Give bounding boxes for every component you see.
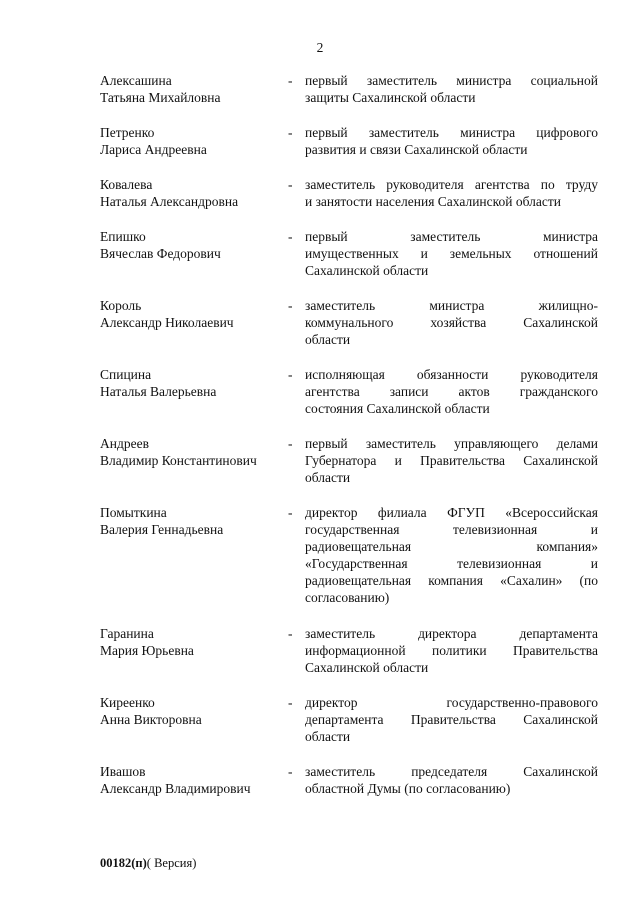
separator-dash: - bbox=[288, 626, 293, 641]
person-role bbox=[305, 625, 598, 676]
role-line: Губернатора и Правительства Сахалинской bbox=[305, 453, 598, 468]
role-line: первый заместитель министра цифрового bbox=[305, 125, 598, 140]
role-line: директор филиала ФГУП «Всероссийская bbox=[305, 505, 598, 520]
separator-dash: - bbox=[288, 125, 293, 140]
document-footer bbox=[100, 855, 196, 872]
role-line: «Государственная телевизионная и bbox=[305, 556, 598, 571]
role-line: первый заместитель управляющего делами bbox=[305, 436, 598, 451]
role-line: агентства записи актов гражданского bbox=[305, 384, 598, 399]
person-name bbox=[100, 228, 280, 262]
person-role bbox=[305, 694, 598, 745]
role-line: Сахалинской области bbox=[305, 660, 429, 675]
role-line: состояния Сахалинской области bbox=[305, 401, 490, 416]
document-code: 00182(п) bbox=[100, 856, 147, 870]
person-given-names: Наталья Александровна bbox=[100, 194, 239, 209]
separator-dash: - bbox=[288, 298, 293, 313]
separator-dash: - bbox=[288, 177, 293, 192]
role-line: первый заместитель министра bbox=[305, 229, 598, 244]
person-given-names: Александр Владимирович bbox=[100, 781, 251, 796]
person-given-names: Александр Николаевич bbox=[100, 315, 234, 330]
person-role bbox=[305, 228, 598, 279]
person-surname: Гаранина bbox=[100, 626, 154, 641]
separator-dash: - bbox=[288, 505, 293, 520]
person-surname: Епишко bbox=[100, 229, 146, 244]
person-given-names: Владимир Константинович bbox=[100, 453, 257, 468]
person-surname: Киреенко bbox=[100, 695, 155, 710]
role-line: области bbox=[305, 729, 351, 744]
person-given-names: Валерия Геннадьевна bbox=[100, 522, 224, 537]
person-name bbox=[100, 694, 280, 728]
person-given-names: Мария Юрьевна bbox=[100, 643, 194, 658]
person-role bbox=[305, 72, 598, 106]
role-line: области bbox=[305, 332, 351, 347]
role-line: информационной политики Правительства bbox=[305, 643, 598, 658]
separator-dash: - bbox=[288, 695, 293, 710]
person-name bbox=[100, 625, 280, 659]
role-line: первый заместитель министра социальной bbox=[305, 73, 598, 88]
person-name bbox=[100, 763, 280, 797]
person-surname: Спицина bbox=[100, 367, 152, 382]
person-given-names: Наталья Валерьевна bbox=[100, 384, 217, 399]
person-name bbox=[100, 72, 280, 106]
role-line: областной Думы (по согласованию) bbox=[305, 781, 511, 796]
person-role bbox=[305, 297, 598, 348]
separator-dash: - bbox=[288, 229, 293, 244]
person-role bbox=[305, 504, 598, 606]
role-line: согласованию) bbox=[305, 590, 390, 605]
role-line: имущественных и земельных отношений bbox=[305, 246, 598, 261]
person-given-names: Вячеслав Федорович bbox=[100, 246, 221, 261]
person-role bbox=[305, 176, 598, 210]
person-surname: Андреев bbox=[100, 436, 149, 451]
person-surname: Петренко bbox=[100, 125, 155, 140]
role-line: радиовещательная компания «Сахалин» (по bbox=[305, 573, 598, 588]
separator-dash: - bbox=[288, 436, 293, 451]
person-surname: Ковалева bbox=[100, 177, 153, 192]
role-line: заместитель председателя Сахалинской bbox=[305, 764, 598, 779]
role-line: защиты Сахалинской области bbox=[305, 90, 476, 105]
person-name bbox=[100, 435, 280, 469]
person-name bbox=[100, 124, 280, 158]
separator-dash: - bbox=[288, 73, 293, 88]
person-name bbox=[100, 504, 280, 538]
role-line: и занятости населения Сахалинской области bbox=[305, 194, 561, 209]
role-line: коммунального хозяйства Сахалинской bbox=[305, 315, 598, 330]
role-line: департамента Правительства Сахалинской bbox=[305, 712, 598, 727]
role-line: заместитель министра жилищно- bbox=[305, 298, 598, 313]
person-role bbox=[305, 366, 598, 417]
document-version: ( Версия) bbox=[146, 856, 197, 870]
separator-dash: - bbox=[288, 367, 293, 382]
role-line: заместитель директора департамента bbox=[305, 626, 598, 641]
role-line: области bbox=[305, 470, 351, 485]
role-line: развития и связи Сахалинской области bbox=[305, 142, 528, 157]
person-surname: Алексашина bbox=[100, 73, 172, 88]
person-surname: Помыткина bbox=[100, 505, 167, 520]
person-name bbox=[100, 176, 280, 210]
role-line: директор государственно-правового bbox=[305, 695, 598, 710]
person-given-names: Татьяна Михайловна bbox=[100, 90, 221, 105]
person-surname: Король bbox=[100, 298, 142, 313]
page-number: 2 bbox=[316, 40, 324, 55]
separator-dash: - bbox=[288, 764, 293, 779]
person-role bbox=[305, 124, 598, 158]
person-role bbox=[305, 435, 598, 486]
role-line: заместитель руководителя агентства по труду bbox=[305, 177, 598, 192]
role-line: исполняющая обязанности руководителя bbox=[305, 367, 598, 382]
person-name bbox=[100, 366, 280, 400]
person-given-names: Анна Викторовна bbox=[100, 712, 202, 727]
role-line: Сахалинской области bbox=[305, 263, 429, 278]
person-role bbox=[305, 763, 598, 797]
person-surname: Ивашов bbox=[100, 764, 146, 779]
person-given-names: Лариса Андреевна bbox=[100, 142, 207, 157]
role-line: радиовещательная компания» bbox=[305, 539, 598, 554]
role-line: государственная телевизионная и bbox=[305, 522, 598, 537]
person-name bbox=[100, 297, 280, 331]
